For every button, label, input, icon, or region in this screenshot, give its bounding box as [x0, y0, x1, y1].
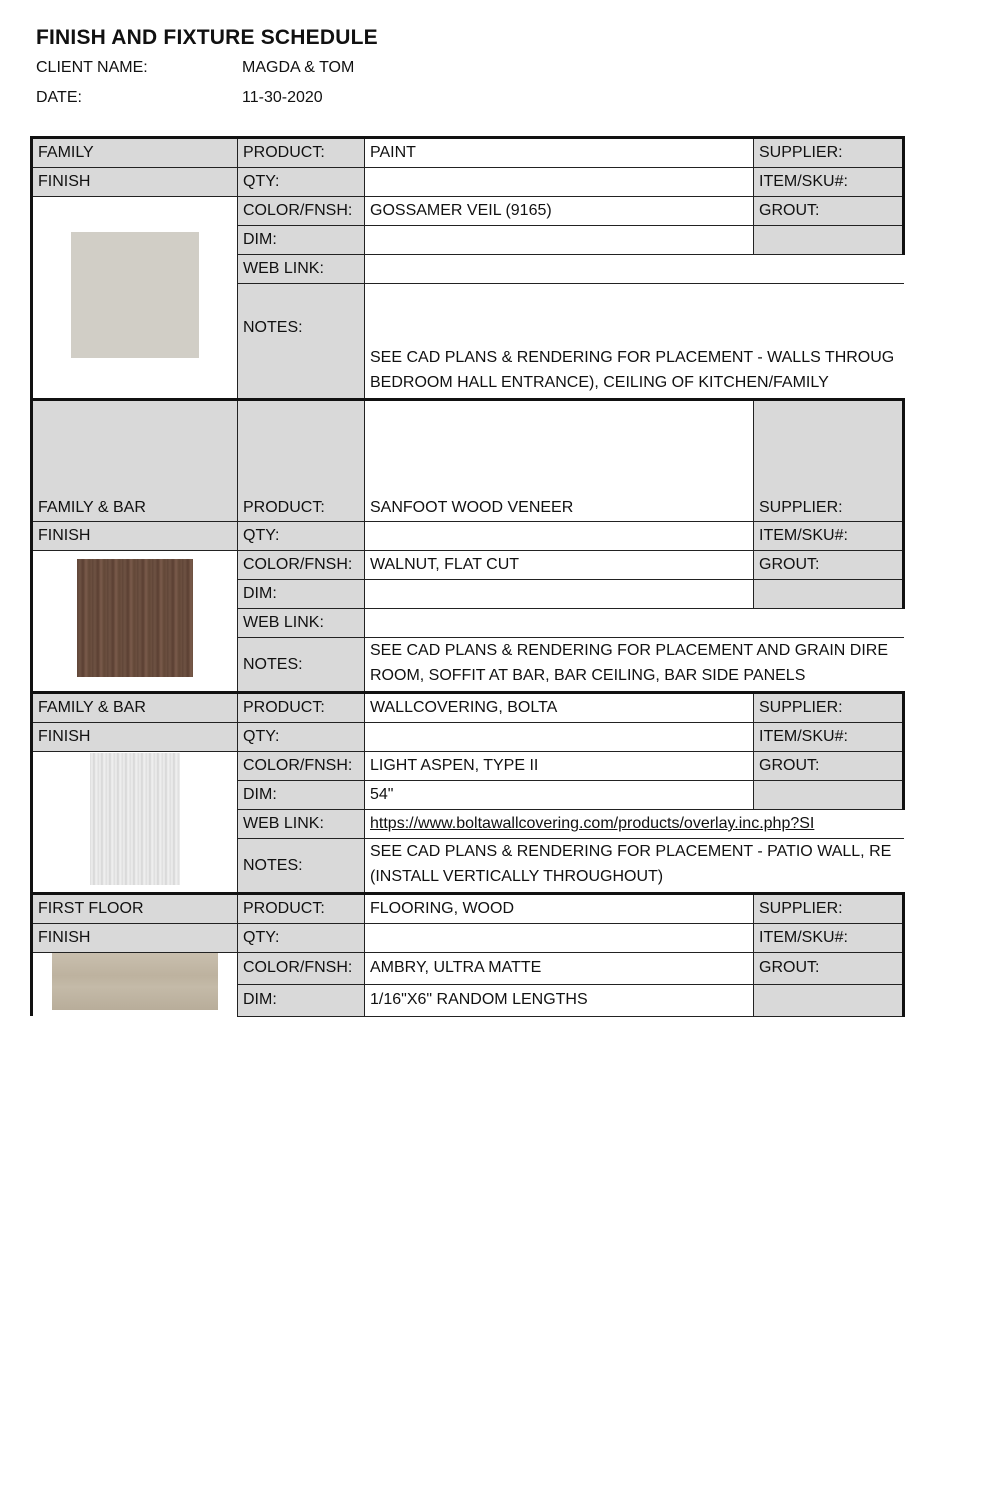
category-cell: FINISH [32, 168, 238, 197]
notes-value: SEE CAD PLANS & RENDERING FOR PLACEMENT AND GRAIN DIRE ROOM, SOFFIT AT BAR, BAR CEILING, BAR SIDE PANELS [365, 638, 904, 693]
wood-flooring-swatch-image [52, 953, 218, 1010]
product-value: WALLCOVERING, BOLTA [365, 693, 754, 723]
notes-value: SEE CAD PLANS & RENDERING FOR PLACEMENT - WALLS THROUG BEDROOM HALL ENTRANCE), CEILING OF KITCHEN/FAMILY [365, 284, 904, 400]
qty-label: QTY: [238, 723, 365, 752]
swatch-cell [32, 197, 238, 400]
web-link-label: WEB LINK: [238, 609, 365, 638]
web-link-value [365, 810, 904, 839]
grout-label: GROUT: [754, 752, 904, 781]
item-row-product [32, 693, 904, 723]
web-link-label: WEB LINK: [238, 810, 365, 839]
sku-label: ITEM/SKU#: [754, 522, 904, 551]
color-label: COLOR/FNSH: [238, 551, 365, 580]
qty-label: QTY: [238, 924, 365, 953]
product-value: SANFOOT WOOD VENEER [365, 400, 754, 522]
dim-value [365, 580, 754, 609]
notes-label: NOTES: [238, 638, 365, 693]
web-link-value [365, 609, 904, 638]
item-row-product [32, 894, 904, 924]
dim-label: DIM: [238, 580, 365, 609]
notes-label: NOTES: [238, 284, 365, 400]
room-cell: FAMILY & BAR [32, 400, 238, 522]
dim-label: DIM: [238, 781, 365, 810]
product-web-link[interactable]: https://www.boltawallcovering.com/products/overlay.inc.php?SI [370, 815, 815, 832]
sku-label: ITEM/SKU#: [754, 723, 904, 752]
item-row-product [32, 138, 904, 168]
grout-label: GROUT: [754, 953, 904, 985]
item-row-color [32, 197, 904, 226]
color-label: COLOR/FNSH: [238, 752, 365, 781]
dim-extra-cell [754, 580, 904, 609]
product-label: PRODUCT: [238, 693, 365, 723]
supplier-label: SUPPLIER: [754, 138, 904, 168]
dim-value [365, 226, 754, 255]
room-cell: FAMILY [32, 138, 238, 168]
color-label: COLOR/FNSH: [238, 197, 365, 226]
dim-extra-cell [754, 226, 904, 255]
product-label: PRODUCT: [238, 894, 365, 924]
grout-label: GROUT: [754, 551, 904, 580]
qty-label: QTY: [238, 522, 365, 551]
swatch-cell [32, 752, 238, 894]
client-name-label: CLIENT NAME: [36, 59, 148, 76]
color-value: WALNUT, FLAT CUT [365, 551, 754, 580]
room-cell: FAMILY & BAR [32, 693, 238, 723]
swatch-cell [32, 953, 238, 1017]
product-value: PAINT [365, 138, 754, 168]
dim-extra-cell [754, 984, 904, 1016]
category-cell: FINISH [32, 924, 238, 953]
room-cell: FIRST FLOOR [32, 894, 238, 924]
item-row-qty [32, 924, 904, 953]
color-label: COLOR/FNSH: [238, 953, 365, 985]
category-cell: FINISH [32, 522, 238, 551]
qty-value [365, 924, 754, 953]
product-value: FLOORING, WOOD [365, 894, 754, 924]
item-row-color [32, 551, 904, 580]
dim-label: DIM: [238, 226, 365, 255]
qty-label: QTY: [238, 168, 365, 197]
product-label: PRODUCT: [238, 138, 365, 168]
qty-value [365, 168, 754, 197]
color-value: GOSSAMER VEIL (9165) [365, 197, 754, 226]
color-value: AMBRY, ULTRA MATTE [365, 953, 754, 985]
web-link-label: WEB LINK: [238, 255, 365, 284]
qty-value [365, 723, 754, 752]
sku-label: ITEM/SKU#: [754, 924, 904, 953]
dim-value: 54" [365, 781, 754, 810]
dim-extra-cell [754, 781, 904, 810]
paint-swatch-image [71, 232, 199, 358]
walnut-veneer-swatch-image [77, 559, 193, 677]
item-row-qty [32, 723, 904, 752]
supplier-label: SUPPLIER: [754, 400, 904, 522]
web-link-value [365, 255, 904, 284]
qty-value [365, 522, 754, 551]
notes-value: SEE CAD PLANS & RENDERING FOR PLACEMENT - PATIO WALL, RE (INSTALL VERTICALLY THROUGHOUT) [365, 839, 904, 894]
dim-label: DIM: [238, 984, 365, 1016]
swatch-cell [32, 551, 238, 693]
item-row-color [32, 953, 904, 985]
dim-value: 1/16"X6" RANDOM LENGTHS [365, 984, 754, 1016]
supplier-label: SUPPLIER: [754, 693, 904, 723]
notes-label: NOTES: [238, 839, 365, 894]
schedule-title: FINISH AND FIXTURE SCHEDULE [36, 26, 378, 49]
item-row-qty [32, 168, 904, 197]
client-name-value: MAGDA & TOM [242, 59, 355, 76]
date-label: DATE: [36, 89, 82, 106]
sku-label: ITEM/SKU#: [754, 168, 904, 197]
date-value: 11-30-2020 [242, 89, 323, 106]
item-row-product [32, 400, 904, 522]
item-row-color [32, 752, 904, 781]
category-cell: FINISH [32, 723, 238, 752]
item-row-qty [32, 522, 904, 551]
grout-label: GROUT: [754, 197, 904, 226]
color-value: LIGHT ASPEN, TYPE II [365, 752, 754, 781]
product-label: PRODUCT: [238, 400, 365, 522]
schedule-table [30, 136, 905, 1017]
supplier-label: SUPPLIER: [754, 894, 904, 924]
aspen-wallcovering-swatch-image [90, 753, 180, 885]
